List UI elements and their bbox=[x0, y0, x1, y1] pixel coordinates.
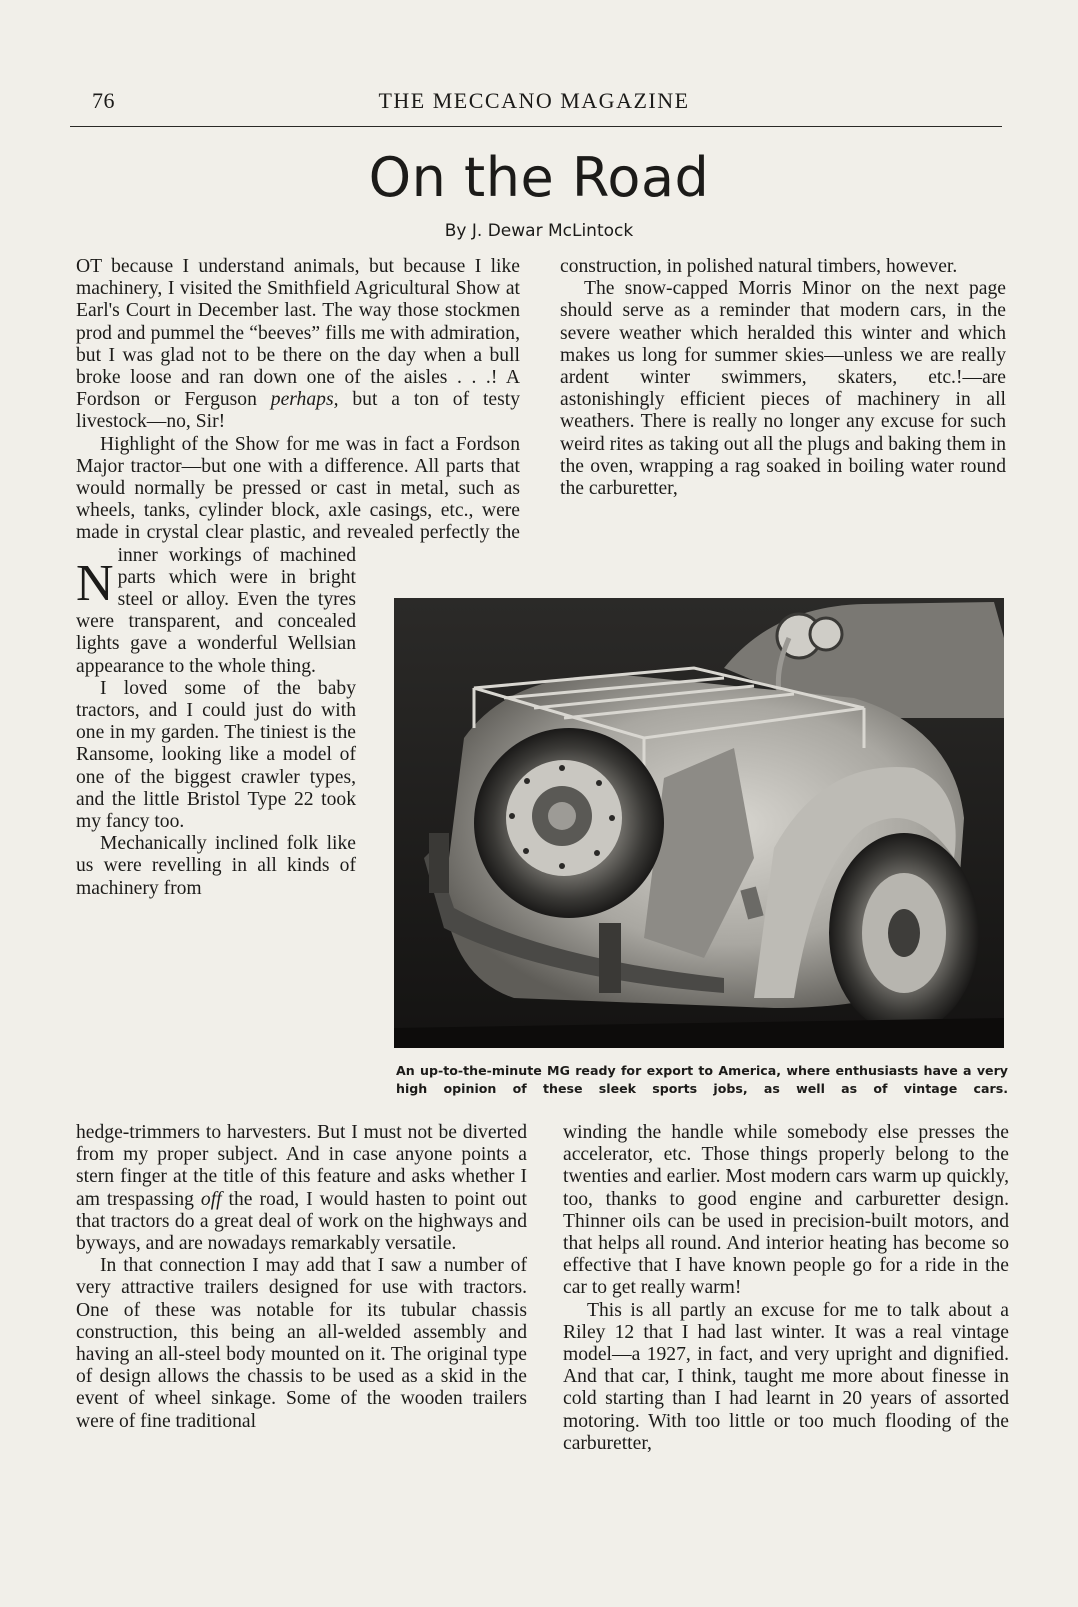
paragraph: construction, in polished natural timbers, however. bbox=[560, 256, 958, 277]
paragraph: I loved some of the baby tractors, and I could just do with one in my garden. The tiniest is the Ransome, looking like a model of one of the biggest crawler types, and the little Bristol Type 22 took my fancy too. bbox=[76, 677, 356, 833]
paragraph: In that connection I may add that I saw a number of very attractive trailers designed for use with tractors. One of these was notable for its tubular chassis construction, this being an all-welded assembly and having an all-steel body mounted on it. The original type of design allows the chassis to be used as a skid in the event of wheel sinkage. Some of the wooden trailers were of fine traditional bbox=[76, 1255, 527, 1432]
emphasis-text: perhaps, bbox=[270, 389, 339, 411]
paragraph-text: hedge-trimmers to harvesters. But I must not be diverted from my proper subject. And in case anyone points a stern finger at the title of this feature and asks whether I am trespassing bbox=[76, 1122, 527, 1210]
emphasis-text: off bbox=[200, 1188, 222, 1210]
paragraph: winding the handle while somebody else presses the accelerator, etc. Those things properly belong to the twenties and earlier. Most modern cars warm up quickly, too, thanks to good engine and carburetter design. Thinner oils can be used in precision-built motors, and that helps all round. And interior heating has become so effective that I have known people go for a ride in the car to get really warm! bbox=[563, 1122, 1009, 1299]
paragraph-text: but a ton of testy livestock—no, Sir! bbox=[76, 389, 520, 433]
article-title: On the Road bbox=[368, 146, 710, 209]
text-column-4 bbox=[563, 1122, 1009, 1455]
article-byline: By J. Dewar McLintock bbox=[444, 221, 634, 241]
paragraph: This is all partly an excuse for me to talk about a Riley 12 that I had last winter. It was a real vintage model—a 1927, in fact, and very upright and dignified. And that car, I think, taught me more about finesse in cold starting than I had learnt in 20 years of assorted motoring. With too little or too much flooding of the carburetter, bbox=[563, 1299, 1009, 1454]
paragraph: The snow-capped Morris Minor on the next page should serve as a reminder that modern cars, in the severe weather which heralded this winter and which makes us long for summer skies—unless we are really ardent winter swimmers, skaters, etc.!—are astonishingly efficient pieces of machinery in all weathers. There is really no longer any excuse for such weird rites as taking out all the plugs and baking them in the oven, wrapping a rag soaked in boiling water round the carburetter, bbox=[560, 278, 1006, 500]
page-number: 76 bbox=[92, 88, 115, 113]
page-header bbox=[70, 88, 998, 124]
paragraph: Mechanically inclined folk like us were revelling in all kinds of machinery from bbox=[76, 833, 356, 899]
text-column-2 bbox=[560, 256, 1006, 500]
paragraph-text: the road, I would hasten to point out that tractors do a great deal of work on the highways and byways, and are nowadays remarkably versatile. bbox=[76, 1188, 527, 1255]
mg-car-photo bbox=[394, 598, 1004, 1048]
paragraph bbox=[76, 1122, 527, 1255]
paragraph: Highlight of the Show for me was in fact a Fordson Major tractor—but one with a difference. All parts that would normally be pressed or cast in metal, such as wheels, tanks, cylinder block, axle casings, etc., were made in crystal clear plastic, and revealed perfectly the inner workings of machined parts which were in bright steel or alloy. Even the tyres were transparent, and concealed lights gave a wonderful Wellsian appearance to the whole thing. bbox=[76, 433, 520, 677]
text-column-3 bbox=[76, 1122, 527, 1433]
photo-caption: An up-to-the-minute MG ready for export to America, where enthusiasts have a very high opinion of these sleek sports jobs, as well as of vintage cars. bbox=[396, 1063, 1008, 1096]
paragraph-text: NOT because I understand animals, but because I like machinery, I visited the Smithfield Agricultural Show at Earl's Court in December last. The way those stockmen prod and pummel the “beeves” fills me with admiration, but I was glad not to be there on the day when a bull broke loose and ran down one of the aisles . . .! A Fordson or Ferguson bbox=[76, 256, 520, 612]
magazine-title: THE MECCANO MAGAZINE bbox=[378, 88, 690, 113]
header-rule bbox=[70, 126, 1002, 127]
